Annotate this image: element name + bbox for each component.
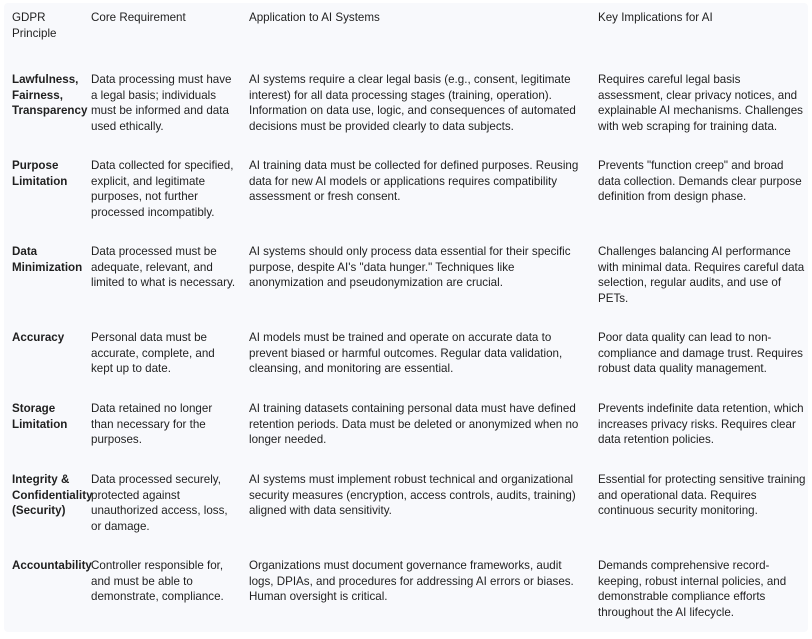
application-cell: AI models must be trained and operate on accurate data to prevent biased or harmful outcomes. Regular data validation, cleansing, and monitoring are essential. (249, 331, 563, 375)
application-cell: Organizations must document governance frameworks, audit logs, DPIAs, and procedures for addressing AI errors or biases. Human oversight is critical. (249, 559, 574, 603)
table-row (4, 401, 808, 472)
requirement-cell: Data processing must have a legal basis; individuals must be informed and data used ethically. (91, 73, 232, 133)
principle-cell: Data Minimization (12, 245, 83, 274)
header-application: Application to AI Systems (249, 11, 380, 24)
requirement-cell: Data processed must be adequate, relevant, and limited to what is necessary. (91, 245, 236, 289)
table-row (4, 244, 808, 330)
principle-cell: Integrity & Confidentiality (Security) (12, 473, 93, 517)
implications-cell: Requires careful legal basis assessment, clear privacy notices, and explainable AI mechanisms. Challenges with web scraping for training data. (598, 73, 803, 133)
principle-cell: Storage Limitation (12, 402, 68, 431)
table-row (4, 472, 808, 558)
principle-cell: Lawfulness, Fairness, Transparency (12, 73, 88, 117)
requirement-cell: Data processed securely, protected against unauthorized access, loss, or damage. (91, 473, 228, 533)
application-cell: AI systems must implement robust technical and organizational security measures (encryption, access controls, audits, training) aligned with data sensitivity. (249, 473, 576, 517)
header-key-implications: Key Implications for AI (598, 11, 713, 24)
table-row (4, 72, 808, 158)
application-cell: AI systems require a clear legal basis (e.g., consent, legitimate interest) for all data processing stages (training, operation). Information on data use, logic, and consequences of automated decisions must be provided clearly to data subjects. (249, 73, 576, 133)
requirement-cell: Data collected for specified, explicit, and legitimate purposes, not further processed incompatibly. (91, 159, 234, 219)
implications-cell: Prevents "function creep" and broad data collection. Demands clear purpose definition from design phase. (598, 159, 802, 203)
table-row (4, 158, 808, 244)
header-core-requirement: Core Requirement (91, 11, 186, 24)
implications-cell: Prevents indefinite data retention, which increases privacy risks. Requires clear data retention policies. (598, 402, 804, 446)
table-row (4, 330, 808, 401)
implications-cell: Demands comprehensive record-keeping, robust internal policies, and demonstrable compliance efforts throughout the AI lifecycle. (598, 559, 787, 619)
gdpr-ai-table (4, 3, 808, 624)
principle-cell: Accuracy (12, 331, 65, 344)
header-gdpr-principle: GDPR Principle (12, 11, 57, 40)
table-header-row (4, 3, 808, 72)
application-cell: AI training datasets containing personal data must have defined retention periods. Data must be deleted or anonymized when no longer needed. (249, 402, 579, 446)
requirement-cell: Controller responsible for, and must be able to demonstrate, compliance. (91, 559, 224, 603)
implications-cell: Essential for protecting sensitive training and operational data. Requires continuous security monitoring. (598, 473, 806, 517)
application-cell: AI training data must be collected for defined purposes. Reusing data for new AI models or applications requires compatibility assessment or fresh consent. (249, 159, 579, 203)
principle-cell: Purpose Limitation (12, 159, 68, 188)
implications-cell: Poor data quality can lead to non-compliance and damage trust. Requires robust data quality management. (598, 331, 803, 375)
table-row (4, 558, 808, 624)
principle-cell: Accountability (12, 559, 92, 572)
requirement-cell: Data retained no longer than necessary for the purposes. (91, 402, 213, 446)
implications-cell: Challenges balancing AI performance with minimal data. Requires careful data selection, regular audits, and use of PETs. (598, 245, 805, 305)
application-cell: AI systems should only process data essential for their specific purpose, despite AI's "data hunger." Techniques like anonymization and pseudonymization are crucial. (249, 245, 571, 289)
gdpr-ai-table-container (4, 3, 808, 632)
requirement-cell: Personal data must be accurate, complete, and kept up to date. (91, 331, 215, 375)
